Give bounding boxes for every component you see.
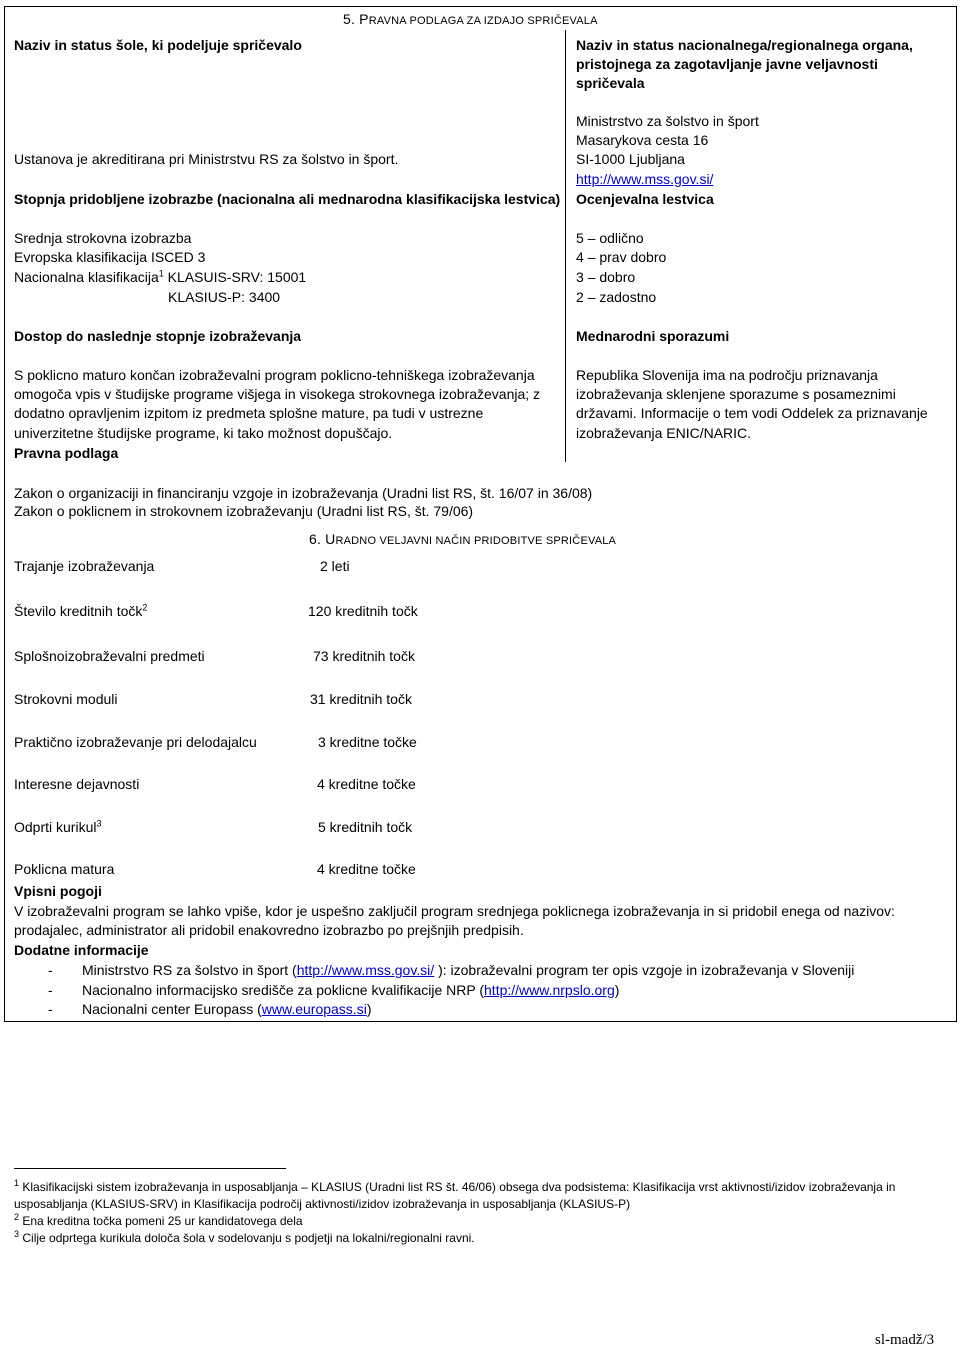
authority-heading: pristojnega za zagotavljanje javne veljavnosti: [576, 56, 878, 72]
footnote: usposabljanja (KLASIUS-SRV) in Klasifikacija področij aktivnosti/izidov izobraževanja in usposabljanja (KLASIUS-P): [14, 1197, 631, 1211]
agreements-line: Republika Slovenija ima na področju priznavanja: [576, 367, 878, 383]
ministry-link[interactable]: http://www.mss.gov.si/: [576, 171, 714, 187]
level-line: Srednja strokovna izobrazba: [14, 230, 192, 246]
row-value: 31 kreditnih točk: [310, 691, 412, 707]
authority-line: Masarykova cesta 16: [576, 132, 709, 148]
scale-heading: Ocenjevalna lestvica: [576, 191, 714, 207]
school-heading: Naziv in status šole, ki podeljuje spričevalo: [14, 37, 302, 53]
agreements-line: izobraževanja ENIC/NARIC.: [576, 425, 752, 441]
law-line: Zakon o organizaciji in financiranju vzgoje in izobraževanja (Uradni list RS, št. 16/07 in 36/08): [14, 485, 593, 501]
enrollment-heading: Vpisni pogoji: [14, 883, 102, 899]
list-item: - Nacionalno informacijsko središče za poklicne kvalifikacije NRP (http://www.nrpslo.org): [48, 982, 620, 998]
europass-link[interactable]: www.europass.si: [261, 1001, 367, 1017]
row-label: Število kreditnih točk$^2$: [14, 602, 148, 619]
enrollment-line: V izobraževalni program se lahko vpiše, kdor je uspešno zaključil program srednjega poklicnega izobraževanja in si pridobil enega od nazivov:: [14, 903, 895, 919]
level-heading: Stopnja pridobljene izobrazbe (nacionalna ali mednarodna klasifikacijska lestvica): [14, 191, 561, 207]
legal-heading: Pravna podlaga: [14, 445, 119, 461]
column-divider: [565, 30, 566, 462]
list-item: - Nacionalni center Europass (www.europass.si): [48, 1001, 372, 1017]
level-line: Evropska klasifikacija ISCED 3: [14, 249, 206, 265]
footnote: $^2$ Ena kreditna točka pomeni 25 ur kandidatovega dela: [14, 1212, 303, 1228]
ministry-link[interactable]: http://www.mss.gov.si/: [296, 962, 435, 978]
row-value: 73 kreditnih točk: [313, 648, 415, 664]
enrollment-line: prodajalec, administrator ali pridobil enakovredno izobrazbo po prejšnjih predpisih.: [14, 922, 524, 938]
agreements-heading: Mednarodni sporazumi: [576, 328, 730, 344]
access-line: dodatno opravljenim izpitom iz predmeta splošne mature, pa tudi v ustrezne: [14, 405, 484, 421]
row-label: Splošnoizobraževalni predmeti: [14, 648, 205, 664]
row-value: 4 kreditne točke: [317, 861, 416, 877]
row-label: Poklicna matura: [14, 861, 115, 877]
law-line: Zakon o poklicnem in strokovnem izobraževanju (Uradni list RS, št. 79/06): [14, 503, 474, 519]
additional-heading: Dodatne informacije: [14, 942, 149, 958]
list-item: - Ministrstvo RS za šolstvo in šport (http://www.mss.gov.si/ ): izobraževalni program ter opis vzgoje in izobraževanja v Sloveniji: [48, 962, 855, 978]
row-value: 120 kreditnih točk: [308, 603, 418, 619]
scale-item: 5 – odlično: [576, 230, 644, 246]
authority-heading: spričevala: [576, 75, 645, 91]
row-value: 4 kreditne točke: [317, 776, 416, 792]
row-value: 2 leti: [320, 558, 350, 574]
scale-item: 4 – prav dobro: [576, 249, 667, 265]
agreements-line: izobraževanja sklenjene sporazume s posameznimi: [576, 386, 896, 402]
national-classification: Nacionalna klasifikacija$^1$ KLASUIS-SRV: 15001: [14, 268, 307, 285]
klasius-p: KLASIUS-P: 3400: [168, 289, 281, 305]
row-value: 3 kreditne točke: [318, 734, 417, 750]
section-5-title: 5. PRAVNA PODLAGA ZA IZDAJO SPRIČEVALA: [343, 11, 598, 27]
agreements-line: državami. Informacije o tem vodi Oddelek za priznavanje: [576, 405, 928, 421]
row-label: Trajanje izobraževanja: [14, 558, 155, 574]
access-heading: Dostop do naslednje stopnje izobraževanja: [14, 328, 302, 344]
school-text: Ustanova je akreditirana pri Ministrstvu RS za šolstvo in šport.: [14, 151, 399, 167]
row-label: Strokovni moduli: [14, 691, 118, 707]
authority-line: SI-1000 Ljubljana: [576, 151, 685, 167]
row-label: Odprti kurikul$^3$: [14, 818, 102, 835]
row-label: Interesne dejavnosti: [14, 776, 140, 792]
footnote-separator: [14, 1168, 286, 1169]
section-6-title: 6. URADNO VELJAVNI NAČIN PRIDOBITVE SPRIČEVALA: [309, 531, 617, 547]
footnote: $^3$ Cilje odprtega kurikula določa šola v sodelovanju s podjetji na lokalni/regionalni ravni.: [14, 1229, 475, 1245]
scale-item: 2 – zadostno: [576, 289, 657, 305]
row-value: 5 kreditnih točk: [318, 819, 413, 835]
access-line: univerzitetne študijske programe, ki tako možnost dopuščajo.: [14, 425, 393, 441]
access-line: S poklicno maturo končan izobraževalni program poklicno-tehniškega izobraževanja: [14, 367, 535, 383]
page-label: sl-madž/3: [875, 1332, 935, 1348]
authority-line: Ministrstvo za šolstvo in šport: [576, 113, 759, 129]
scale-item: 3 – dobro: [576, 269, 636, 285]
nrp-link[interactable]: http://www.nrpslo.org: [484, 982, 615, 998]
authority-heading: Naziv in status nacionalnega/regionalnega organa,: [576, 37, 913, 53]
row-label: Praktično izobraževanje pri delodajalcu: [14, 734, 257, 750]
access-line: omogoča vpis v študijske programe višjega in visokega strokovnega izobraževanja; z: [14, 386, 541, 402]
footnote: $^1$ Klasifikacijski sistem izobraževanja in usposabljanja – KLASIUS (Uradni list RS št. 46/06) obsega dva podsistema: Klasifikacija vrst aktivnosti/izidov izobraževanja in: [14, 1178, 896, 1194]
